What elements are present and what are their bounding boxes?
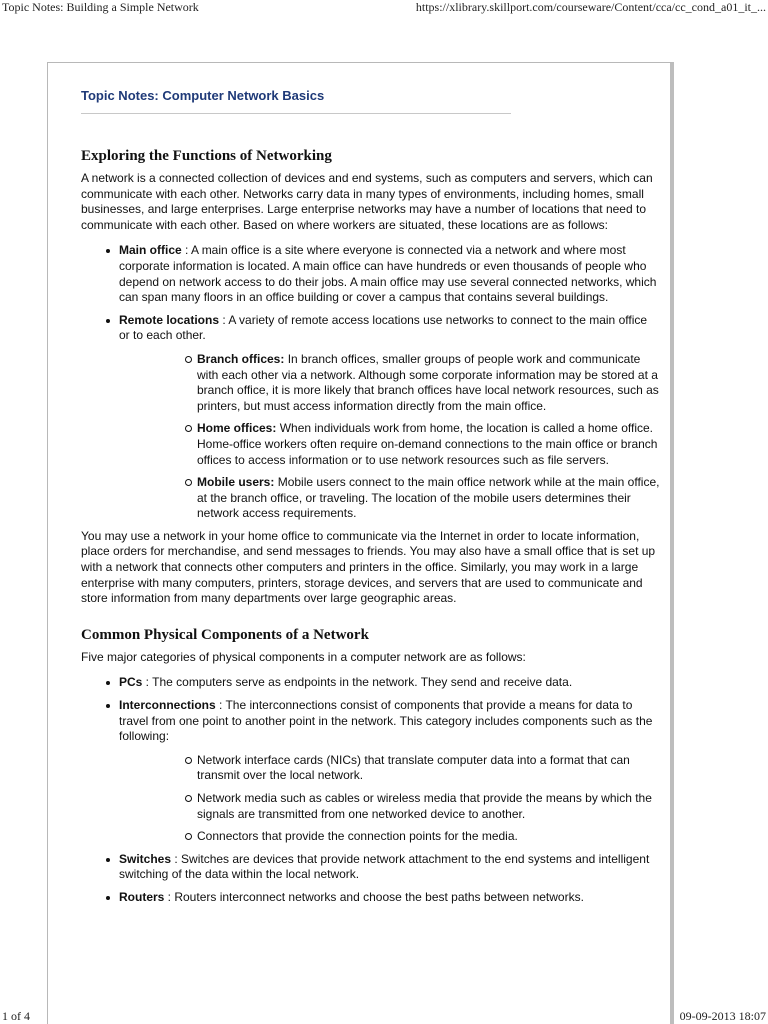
sublist-item-text: When individuals work from home, the location is called a home office. Home-office workers often require on-demand connections to the main office or branch offices to access information or to use network resources such as file servers. — [197, 421, 658, 467]
list-item-term: Main office — [119, 243, 182, 258]
list-item-term: Switches — [119, 851, 172, 866]
sublist-item: Connectors that provide the connection points for the media. — [119, 829, 661, 845]
section-heading-networking-functions: Exploring the Functions of Networking — [81, 148, 332, 164]
component-list — [81, 675, 661, 905]
list-item — [81, 313, 661, 522]
interconnection-sublist — [119, 753, 661, 845]
section2-intro-paragraph: Five major categories of physical components in a computer network are as follows: — [81, 649, 526, 664]
print-footer-datetime: 09-09-2013 18:07 — [679, 1009, 766, 1023]
list-item-text: : The interconnections consist of components that provide a means for data to travel from one point to another point in the network. This category includes components such as the following: — [119, 698, 653, 744]
list-item — [81, 243, 661, 305]
sublist-item — [119, 475, 661, 522]
location-list — [81, 243, 661, 522]
sublist-item-term: Branch offices: — [197, 351, 285, 366]
list-item-text: : Switches are devices that provide network attachment to the end systems and intelligent switching of the data within the local network. — [119, 851, 650, 882]
list-item-text: : A variety of remote access locations use networks to connect to the main office or to each other. — [119, 312, 648, 343]
page-title: Topic Notes: Computer Network Basics — [81, 88, 511, 114]
list-item — [81, 852, 661, 883]
list-item-text: : The computers serve as endpoints in the network. They send and receive data. — [142, 675, 573, 690]
sublist-item: Network interface cards (NICs) that translate computer data into a format that can transmit over the local network. — [119, 753, 661, 784]
list-item — [81, 675, 661, 691]
section1-closing-paragraph: You may use a network in your home office to communicate via the Internet in order to locate information, place orders for merchandise, and send messages to friends. You may also have a small office that is set up with a network that connects other computers and printers in the office. Similarly, you may work in a large enterprise with many computers, printers, storage devices, and servers that are used to communicate and store information from many departments over large geographic areas. — [81, 528, 656, 606]
sublist-item: Network media such as cables or wireless media that provide the means by which the signals are transmitted from one networked device to another. — [119, 791, 661, 822]
print-header-title: Topic Notes: Building a Simple Network — [2, 0, 199, 14]
section-heading-physical-components: Common Physical Components of a Network — [81, 626, 369, 643]
remote-location-sublist — [119, 352, 661, 522]
list-item — [81, 698, 661, 845]
sublist-item-term: Home offices: — [197, 421, 277, 436]
sublist-item-text: In branch offices, smaller groups of people work and communicate with each other via a network. Although some corporate information may be stored at a branch office, it is more likely that branch offices have local network resources, such as printers, but must access information directly from the main office. — [197, 351, 659, 413]
list-item — [81, 890, 661, 906]
list-item-text: : A main office is a site where everyone is connected via a network and where most corporate information is located. A main office can have hundreds or even thousands of people who depend on network access to do their jobs. A main office may use several connected networks, which can span many floors in an office building or cover a campus that contains several buildings. — [119, 243, 657, 305]
list-item-text: : Routers interconnect networks and choose the best paths between networks. — [164, 889, 584, 904]
document-content — [81, 88, 661, 913]
list-item-term: PCs — [119, 675, 143, 690]
print-header-url: https://xlibrary.skillport.com/courseware/Content/cca/cc_cond_a01_it_... — [415, 0, 766, 14]
sublist-item-term: Mobile users: — [197, 475, 275, 490]
list-item-term: Remote locations — [119, 312, 220, 327]
list-item-term: Interconnections — [119, 698, 216, 713]
sublist-item-text: Mobile users connect to the main office network while at the main office, at the branch office, or traveling. The location of the mobile users determines their network access requirements. — [197, 475, 660, 521]
list-item-term: Routers — [119, 889, 165, 904]
sublist-item — [119, 421, 661, 468]
document-frame — [47, 62, 674, 1024]
section1-intro-paragraph: A network is a connected collection of devices and end systems, such as computers and servers, which can communicate with each other. Networks carry data in many types of environments, including homes, small businesses, and large enterprises. Large enterprise networks may have a number of locations that need to communicate with each other. Based on where workers are situated, these locations are as follows: — [81, 171, 653, 232]
sublist-item — [119, 352, 661, 414]
print-footer-page: 1 of 4 — [2, 1009, 30, 1023]
